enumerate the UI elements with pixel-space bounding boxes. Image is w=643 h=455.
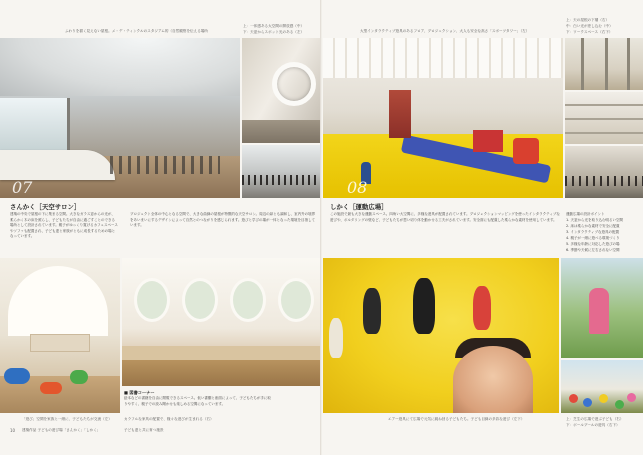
photo-child xyxy=(413,278,435,334)
caption-bottom-right: エアー遊具にて広場で元気に跳ね回る子どもたち。子ども目線の多彩な遊び（左下） xyxy=(388,417,525,421)
photo-hall xyxy=(242,145,321,198)
section-list-item: 4. 親子が一緒に遊べる環境づくり xyxy=(566,236,620,240)
photo-skylight xyxy=(565,92,643,144)
footer-text-right: 子ども達と共に育つ施設 xyxy=(124,428,164,432)
photo-pillar xyxy=(627,38,630,90)
photo-atrium xyxy=(0,38,240,198)
corner-label: ■ 図書コーナー xyxy=(124,390,155,395)
photo-ball xyxy=(599,394,608,403)
photo-round-window xyxy=(230,278,266,322)
photo-beams xyxy=(323,38,563,78)
section-body-07b: プロジェクト全体の中心となる空間で、大きな曲線の屋根が特徴的な天空サロン。周辺の緑とも調和し、室内外の境界をあいまいにするデザインによって自然とのつながりを感じられます。遊びと学びの場が一体となった環境を目指しています。 xyxy=(130,212,316,228)
section-number-07: 07 xyxy=(12,178,33,197)
photo-round-window xyxy=(134,278,170,322)
photo-ring xyxy=(272,62,316,106)
photo-ball xyxy=(569,394,578,403)
section-list-item: 1. 天窓から光を取り込む明るい空間 xyxy=(566,218,623,222)
photo-ball xyxy=(583,398,592,407)
photo-play-tower xyxy=(389,90,411,138)
photo-ball-pool xyxy=(561,360,643,413)
photo-cushion xyxy=(40,382,62,394)
caption-top-mid-2: 下：天窓からスポット光のある（左） xyxy=(243,30,305,34)
section-body-07: 建築の中央で屋根の下に集まる空間。大きなガラス窓からの光が、柔らかく木の床を照らし、子どもたちが自由に過ごすことのできる場所として設計されています。親子がゆっくり寛げるカフェスペースやソファも配置され、子ども達と家族がともに成長するための場となっています。 xyxy=(10,212,118,239)
photo-cushion xyxy=(4,368,30,384)
photo-kids-room xyxy=(0,258,120,413)
photo-floor xyxy=(242,120,321,143)
photo-desk xyxy=(122,346,320,360)
photo-people xyxy=(565,176,643,186)
page-number-left: 10 xyxy=(10,428,16,433)
caption-top-right-3: 下：ワークスペース（右下） xyxy=(566,30,613,34)
section-body-08b: 運動広場の設計ポイント xyxy=(566,212,605,216)
section-list-item: 2. 床は柔らかな素材で安全に配慮 xyxy=(566,224,620,228)
caption-bottom-far-right-2: 下：ボールプールの遊具（右下） xyxy=(566,423,620,427)
photo-red-block xyxy=(513,138,539,164)
page-gutter xyxy=(320,0,322,455)
caption-top-left: ふわりを描く見えない屋根。メ・デ・ティンクルのスタジアム的（自然観察を伝える場所 xyxy=(65,29,209,33)
caption-top-right-2: 中：白い光が差し込む（中） xyxy=(566,24,613,28)
photo-ball xyxy=(615,400,624,409)
photo-beam xyxy=(565,118,643,120)
photo-beam xyxy=(565,132,643,134)
photo-child xyxy=(329,318,343,358)
photo-red-block xyxy=(473,130,503,152)
photo-child-face xyxy=(453,346,533,413)
section-body-08: この施設で最も大きな運動スペース。四角い大空間に、多様な遊具が配置されています。プロジェクションマッピングを使ったインタラクティブな遊びや、ボルダリングの壁など、子どもたちが思い切り体を動かせる工夫がされています。安全面にも配慮した柔らかな素材を使用しています。 xyxy=(330,212,560,222)
section-number-08: 08 xyxy=(347,178,368,197)
corner-body: 絵本などの書籍を自由に閲覧できるスペース。低い書棚と座面によって、子どもたちが手に取りやすく、親子での読み聞かせも楽しめる空間になっています。 xyxy=(124,396,271,406)
caption-bottom-left: 「遊び」空間を家族と一緒に、子どもたちが交流（左） xyxy=(22,417,112,421)
photo-ball xyxy=(627,393,636,402)
photo-playground xyxy=(323,38,563,198)
section-list-item: 5. 多様な年齢に対応した遊びの場 xyxy=(566,242,620,246)
photo-library-corner xyxy=(122,258,320,386)
photo-beam xyxy=(565,104,643,106)
photo-ceiling xyxy=(0,38,240,96)
caption-top-mid-1: 上：一体感ある大空間の開放感（中） xyxy=(243,24,305,28)
photo-bouncy-castle xyxy=(323,258,559,413)
caption-bottom-mid: カラフルな家具の配置で、様々な遊びが生まれる（右） xyxy=(124,417,214,421)
photo-child xyxy=(589,288,609,334)
caption-top-right-1: 上：天の屋根の下層（右） xyxy=(566,18,610,22)
photo-pillar xyxy=(605,38,608,90)
section-list-item: 3. インタラクティブな遊具の配置 xyxy=(566,230,620,234)
photo-pillar xyxy=(581,38,584,90)
photo-crowd xyxy=(110,156,220,174)
photo-round-window xyxy=(278,278,314,322)
photo-cushion xyxy=(70,370,88,384)
footer-text-left: 建築作品 子どもの遊び場「さんかく」「しかく」 xyxy=(22,428,101,432)
photo-workspace xyxy=(565,146,643,198)
photo-child xyxy=(363,288,381,334)
section-title-07: さんかく［天空サロン］ xyxy=(10,203,81,211)
caption-top-right-main: 大型インタラクティブ遊具のあるフロア、プロジェクション、大人も安全な高さ「スポーツタワー」（左） xyxy=(360,29,530,33)
photo-arch xyxy=(8,266,108,336)
photo-round-window xyxy=(182,278,218,322)
photo-lawn xyxy=(561,258,643,358)
photo-floor xyxy=(122,360,320,386)
photo-shelf xyxy=(30,334,90,352)
section-title-08: しかく［運動広場］ xyxy=(330,203,388,211)
photo-people xyxy=(242,175,321,185)
photo-roof-structure xyxy=(565,38,643,90)
photo-counter xyxy=(0,150,115,180)
photo-curved-wall xyxy=(242,38,321,143)
caption-bottom-far-right-1: 上：芝生の広場で遊ぶ子ども（右） xyxy=(566,417,624,421)
section-list-item: 6. 季節や天候に左右されない空間 xyxy=(566,248,620,252)
photo-child xyxy=(473,286,491,330)
